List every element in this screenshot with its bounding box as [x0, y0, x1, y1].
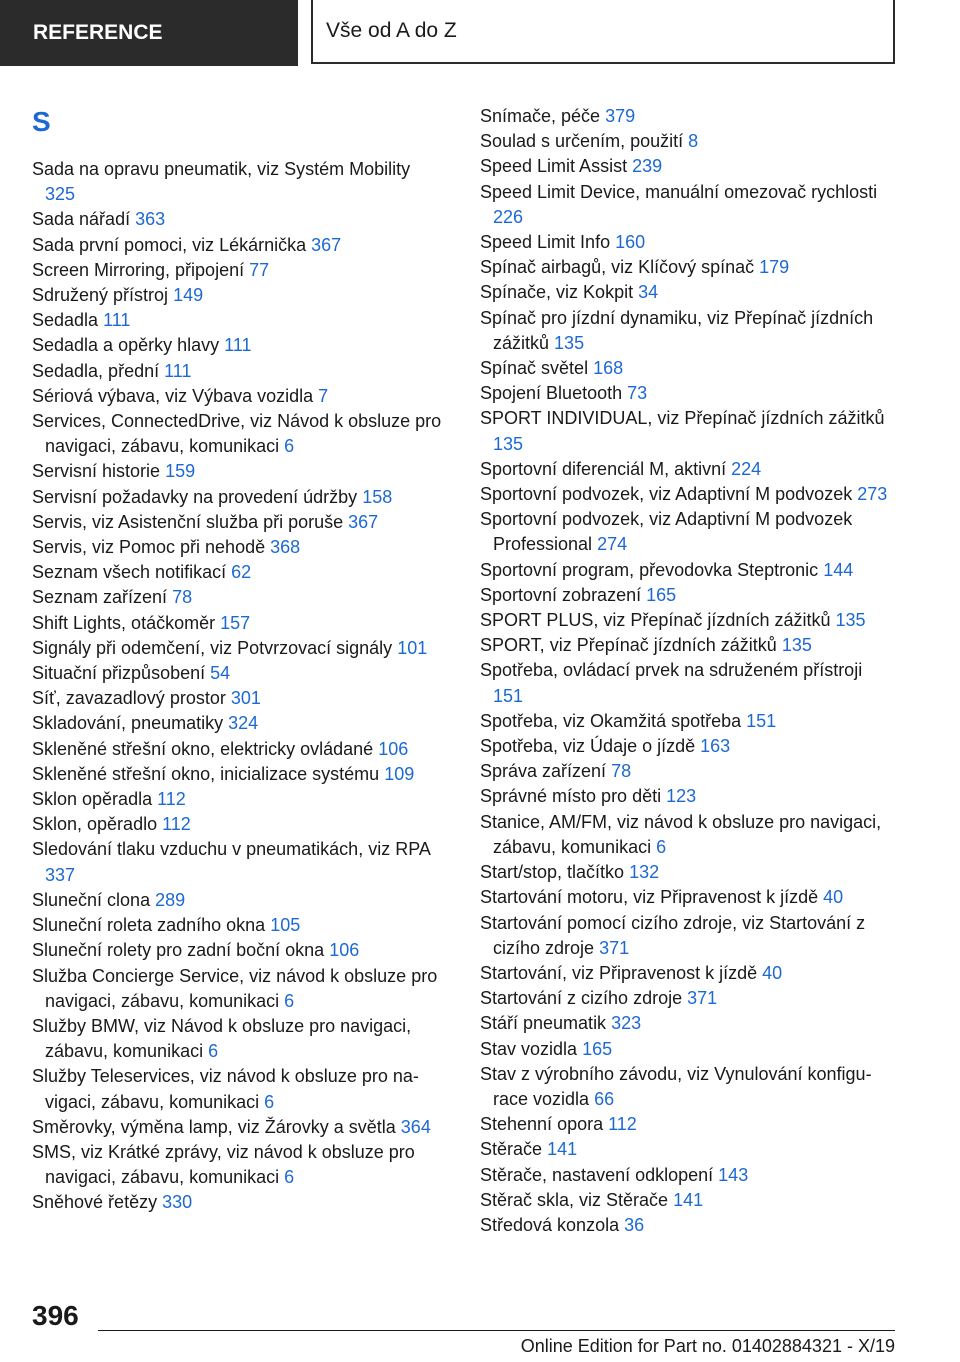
entry-page-link[interactable]: 163	[700, 736, 731, 757]
index-entry	[32, 737, 442, 762]
entry-text: Sledování tlaku vzduchu v pneumatikách, viz RPA	[32, 839, 430, 860]
entry-page-link[interactable]: 106	[378, 738, 409, 759]
entry-text: Servisní požadavky na provedení údržby	[32, 486, 358, 507]
entry-text: Spotřeba, viz Okamžitá spotřeba	[480, 710, 742, 731]
index-entry	[32, 888, 442, 913]
page-header	[0, 0, 960, 66]
entry-page-link[interactable]: 168	[593, 358, 624, 379]
entry-page-link[interactable]: 337	[45, 864, 76, 885]
index-entry	[480, 230, 895, 255]
entry-page-link[interactable]: 6	[284, 1167, 295, 1188]
entry-page-link[interactable]: 6	[208, 1041, 219, 1062]
page-number: 396	[32, 1300, 79, 1331]
entry-page-link[interactable]: 40	[762, 962, 783, 983]
index-entry	[480, 1137, 895, 1162]
index-entry	[32, 157, 442, 207]
entry-text: Sedadla a opěrky hlavy	[32, 335, 220, 356]
entry-page-link[interactable]: 111	[224, 335, 252, 356]
entry-page-link[interactable]: 105	[270, 915, 301, 936]
index-entry	[32, 1014, 442, 1064]
entry-page-link[interactable]: 141	[673, 1189, 704, 1210]
index-entry	[32, 812, 442, 837]
index-entry	[480, 658, 895, 708]
index-entry	[32, 762, 442, 787]
index-entry	[480, 784, 895, 809]
entry-text: Shift Lights, otáčkoměr	[32, 612, 216, 633]
entry-page-link[interactable]: 143	[718, 1164, 749, 1185]
entry-page-link[interactable]: 78	[611, 761, 632, 782]
entry-page-link[interactable]: 367	[311, 234, 342, 255]
entry-page-link[interactable]: 158	[362, 486, 393, 507]
entry-text: Sportovní podvozek, viz Adaptivní M podvozek	[480, 484, 853, 505]
entry-text: SMS, viz Krátké zprávy, viz návod k obsluze pro navigaci, zábavu, komunikaci	[32, 1141, 415, 1188]
entry-text: Sada nářadí	[32, 209, 131, 230]
index-entry	[32, 711, 442, 736]
entry-page-link[interactable]: 371	[687, 988, 718, 1009]
index-entry	[32, 283, 442, 308]
entry-text: Správa zařízení	[480, 761, 607, 782]
entry-page-link[interactable]: 73	[627, 383, 648, 404]
entry-text: Sluneční clona	[32, 889, 151, 910]
index-entry	[480, 104, 895, 129]
entry-page-link[interactable]: 8	[688, 131, 699, 152]
index-entry	[32, 636, 442, 661]
entry-text: Start/stop, tlačítko	[480, 862, 625, 883]
entry-page-link[interactable]: 40	[823, 887, 844, 908]
entry-text: Stav vozidla	[480, 1038, 578, 1059]
entry-text: Spotřeba, ovládací prvek na sdruženém přístroji	[480, 660, 863, 681]
index-entry	[32, 686, 442, 711]
entry-text: SPORT, viz Přepínač jízdních zážitků	[480, 635, 777, 656]
index-entry	[32, 938, 442, 963]
entry-text: Snímače, péče	[480, 106, 601, 126]
index-entry	[32, 359, 442, 384]
entry-page-link[interactable]: 112	[157, 789, 186, 810]
entry-text: Směrovky, výměna lamp, viz Žárovky a světla	[32, 1116, 396, 1137]
entry-text: Služba Concierge Service, viz návod k obsluze pro navigaci, zábavu, komunikaci	[32, 965, 438, 1011]
entry-text: Startování pomocí cizího zdroje, viz Startování z cizího zdroje	[480, 912, 866, 958]
index-entry	[480, 1112, 895, 1137]
index-entry	[32, 459, 442, 484]
entry-text: Speed Limit Info	[480, 232, 611, 253]
entry-text: Spotřeba, viz Údaje o jízdě	[480, 736, 696, 757]
chapter-title: Vše od A do Z	[311, 0, 895, 64]
index-column-left	[32, 104, 442, 1216]
index-entry	[32, 258, 442, 283]
entry-page-link[interactable]: 226	[493, 206, 524, 227]
index-entry	[480, 180, 895, 230]
entry-text: Servis, viz Asistenční služba při poruše	[32, 511, 344, 532]
section-label: REFERENCE	[0, 0, 298, 66]
entry-text: Středová konzola	[480, 1214, 620, 1235]
entry-page-link[interactable]: 239	[632, 156, 663, 177]
entry-text: Skleněné střešní okno, elektricky ovládané	[32, 738, 374, 759]
entry-text: Sada na opravu pneumatik, viz Systém Mobility	[32, 159, 411, 179]
entry-text: Startování motoru, viz Připravenost k jízdě	[480, 887, 819, 908]
entry-page-link[interactable]: 54	[210, 663, 231, 684]
index-entry	[480, 1213, 895, 1238]
index-entry	[480, 457, 895, 482]
entry-page-link[interactable]: 66	[594, 1088, 615, 1109]
entry-page-link[interactable]: 6	[656, 836, 667, 857]
index-column-right	[480, 104, 895, 1238]
entry-page-link[interactable]: 149	[173, 285, 204, 306]
entry-text: Stěrače	[480, 1139, 543, 1160]
entry-page-link[interactable]: 135	[835, 610, 866, 631]
entry-text: Servis, viz Pomoc při nehodě	[32, 537, 266, 558]
index-entry	[480, 381, 895, 406]
entry-page-link[interactable]: 224	[731, 458, 762, 479]
index-entry	[32, 409, 442, 459]
entry-text: Spínač světel	[480, 358, 589, 379]
entry-text: Síť, zavazadlový prostor	[32, 688, 226, 709]
index-entry	[480, 1062, 895, 1112]
index-entry	[480, 810, 895, 860]
entry-text: Správné místo pro děti	[480, 786, 662, 807]
entry-text: Sluneční rolety pro zadní boční okna	[32, 940, 325, 961]
entry-page-link[interactable]: 179	[759, 257, 790, 278]
entry-text: Skladování, pneumatiky	[32, 713, 224, 734]
entry-page-link[interactable]: 36	[624, 1214, 645, 1235]
index-entry	[32, 510, 442, 535]
entry-text: Sklon, opěradlo	[32, 814, 158, 835]
index-entry	[480, 255, 895, 280]
entry-page-link[interactable]: 132	[629, 862, 660, 883]
index-entry	[480, 558, 895, 583]
entry-page-link[interactable]: 111	[103, 310, 131, 331]
entry-text: Stav z výrobního závodu, viz Vynulování konfigurace vozidla	[480, 1063, 872, 1109]
index-entry	[480, 633, 895, 658]
index-entry	[480, 482, 895, 507]
index-entry	[32, 535, 442, 560]
index-entry	[32, 837, 442, 887]
entry-text: Sedadla, přední	[32, 360, 160, 381]
entry-page-link[interactable]: 78	[172, 587, 193, 608]
entry-page-link[interactable]: 364	[400, 1116, 431, 1137]
entry-page-link[interactable]: 123	[666, 786, 697, 807]
entry-text: Startování, viz Připravenost k jízdě	[480, 962, 758, 983]
index-list-left	[32, 157, 442, 1216]
entry-text: Spínač airbagů, viz Klíčový spínač	[480, 257, 755, 278]
entry-page-link[interactable]: 160	[615, 232, 646, 253]
entry-text: Skleněné střešní okno, inicializace systému	[32, 763, 380, 784]
index-entry	[32, 1140, 442, 1190]
entry-text: Spojení Bluetooth	[480, 383, 623, 404]
index-entry	[480, 986, 895, 1011]
entry-page-link[interactable]: 159	[165, 461, 196, 482]
entry-text: Sluneční roleta zadního okna	[32, 915, 266, 936]
index-entry	[480, 507, 895, 557]
entry-text: SPORT PLUS, viz Přepínač jízdních zážitků	[480, 610, 831, 631]
entry-text: Sportovní podvozek, viz Adaptivní M podvozek Professional	[480, 509, 853, 555]
entry-page-link[interactable]: 324	[228, 713, 259, 734]
entry-text: Stanice, AM/FM, viz návod k obsluze pro navigaci, zábavu, komunikaci	[480, 811, 882, 857]
entry-page-link[interactable]: 367	[348, 511, 379, 532]
entry-page-link[interactable]: 330	[162, 1192, 193, 1213]
entry-text: Sdružený přístroj	[32, 285, 169, 306]
entry-page-link[interactable]: 62	[231, 562, 252, 583]
entry-page-link[interactable]: 106	[329, 940, 360, 961]
entry-page-link[interactable]: 141	[547, 1139, 578, 1160]
entry-page-link[interactable]: 368	[270, 537, 301, 558]
entry-page-link[interactable]: 144	[823, 559, 854, 580]
index-entry	[32, 308, 442, 333]
index-entry	[480, 1037, 895, 1062]
index-entry	[32, 1064, 442, 1114]
entry-page-link[interactable]: 301	[230, 688, 261, 709]
index-entry	[32, 1190, 442, 1215]
entry-text: Sportovní zobrazení	[480, 584, 642, 605]
index-entry	[32, 611, 442, 636]
index-entry	[32, 661, 442, 686]
index-entry	[480, 129, 895, 154]
index-letter: S	[32, 106, 51, 137]
entry-page-link[interactable]: 325	[45, 184, 76, 205]
entry-text: Stěrače, nastavení odklopení	[480, 1164, 714, 1185]
index-entry	[32, 585, 442, 610]
index-entry	[480, 885, 895, 910]
footer-divider	[98, 1330, 895, 1331]
index-entry	[480, 583, 895, 608]
index-entry	[480, 1011, 895, 1036]
entry-page-link[interactable]: 101	[397, 637, 428, 658]
index-entry	[32, 913, 442, 938]
entry-page-link[interactable]: 273	[857, 484, 888, 505]
entry-text: Seznam všech notifikací	[32, 562, 227, 583]
entry-text: Sportovní diferenciál M, aktivní	[480, 458, 727, 479]
entry-text: Speed Limit Device, manuální omezovač rychlosti	[480, 181, 878, 202]
index-entry	[480, 734, 895, 759]
entry-text: Sklon opěradla	[32, 789, 153, 810]
entry-page-link[interactable]: 165	[582, 1038, 613, 1059]
entry-text: Stehenní opora	[480, 1114, 604, 1135]
entry-page-link[interactable]: 151	[746, 710, 777, 731]
entry-page-link[interactable]: 7	[318, 385, 329, 406]
entry-text: Stáří pneumatik	[480, 1013, 607, 1034]
entry-text: Služby BMW, viz Návod k obsluze pro navigaci, zábavu, komunikaci	[32, 1015, 412, 1062]
entry-text: Startování z cizího zdroje	[480, 988, 683, 1009]
entry-text: Signály při odemčení, viz Potvrzovací signály	[32, 637, 393, 658]
entry-text: Služby Teleservices, viz návod k obsluze pro navigaci, zábavu, komunikaci	[32, 1066, 419, 1112]
index-entry	[480, 709, 895, 734]
index-entry	[480, 280, 895, 305]
entry-page-link[interactable]: 112	[608, 1114, 637, 1135]
entry-text: SPORT INDIVIDUAL, viz Přepínač jízdních zážitků	[480, 408, 885, 429]
index-entry	[480, 608, 895, 633]
index-entry	[480, 306, 895, 356]
entry-page-link[interactable]: 112	[162, 814, 191, 835]
index-list-right	[480, 104, 895, 1238]
index-entry	[32, 1115, 442, 1140]
index-entry	[32, 207, 442, 232]
entry-text: Speed Limit Assist	[480, 156, 628, 177]
entry-page-link[interactable]: 109	[384, 763, 415, 784]
index-entry	[32, 333, 442, 358]
index-entry	[480, 759, 895, 784]
entry-page-link[interactable]: 135	[554, 332, 585, 353]
index-entry	[32, 485, 442, 510]
entry-page-link[interactable]: 371	[599, 937, 630, 958]
entry-text: Sedadla	[32, 310, 99, 331]
entry-text: Sériová výbava, viz Výbava vozidla	[32, 385, 314, 406]
index-entry	[480, 356, 895, 381]
index-entry	[480, 1188, 895, 1213]
index-entry	[480, 1163, 895, 1188]
entry-page-link[interactable]: 135	[781, 635, 812, 656]
index-entry	[32, 233, 442, 258]
entry-page-link[interactable]: 77	[249, 259, 270, 280]
index-entry	[480, 911, 895, 961]
index-entry	[32, 787, 442, 812]
index-entry	[480, 961, 895, 986]
entry-page-link[interactable]: 111	[164, 360, 192, 381]
entry-page-link[interactable]: 363	[135, 209, 166, 230]
index-entry	[480, 406, 895, 456]
entry-text: Servisní historie	[32, 461, 161, 482]
entry-page-link[interactable]: 6	[284, 436, 295, 457]
entry-page-link[interactable]: 289	[155, 889, 186, 910]
entry-page-link[interactable]: 6	[264, 1091, 275, 1112]
entry-page-link[interactable]: 274	[597, 534, 628, 555]
index-entry	[480, 154, 895, 179]
entry-text: Soulad s určením, použití	[480, 131, 684, 152]
entry-page-link[interactable]: 157	[220, 612, 251, 633]
entry-text: Screen Mirroring, připojení	[32, 259, 245, 280]
entry-text: Sněhové řetězy	[32, 1192, 158, 1213]
entry-text: Sportovní program, převodovka Steptronic	[480, 559, 819, 580]
footer-edition: Online Edition for Part no. 01402884321 - X/19	[520, 1336, 895, 1356]
entry-page-link[interactable]: 151	[493, 685, 524, 706]
entry-text: Seznam zařízení	[32, 587, 168, 608]
entry-text: Situační přizpůsobení	[32, 663, 206, 684]
entry-text: Sada první pomoci, viz Lékárnička	[32, 234, 307, 255]
index-entry	[32, 384, 442, 409]
entry-text: Stěrač skla, viz Stěrače	[480, 1189, 669, 1210]
index-entry	[32, 964, 442, 1014]
entry-page-link[interactable]: 165	[646, 584, 677, 605]
entry-page-link[interactable]: 34	[638, 282, 659, 303]
entry-page-link[interactable]: 379	[605, 106, 636, 126]
entry-text: Spínač pro jízdní dynamiku, viz Přepínač jízdních zážitků	[480, 307, 874, 353]
entry-page-link[interactable]: 135	[493, 433, 524, 454]
index-entry	[480, 860, 895, 885]
entry-page-link[interactable]: 6	[284, 990, 295, 1011]
entry-text: Services, ConnectedDrive, viz Návod k obsluze pro navigaci, zábavu, komunikaci	[32, 411, 442, 457]
entry-text: Spínače, viz Kokpit	[480, 282, 634, 303]
entry-page-link[interactable]: 323	[611, 1013, 642, 1034]
index-entry	[32, 560, 442, 585]
